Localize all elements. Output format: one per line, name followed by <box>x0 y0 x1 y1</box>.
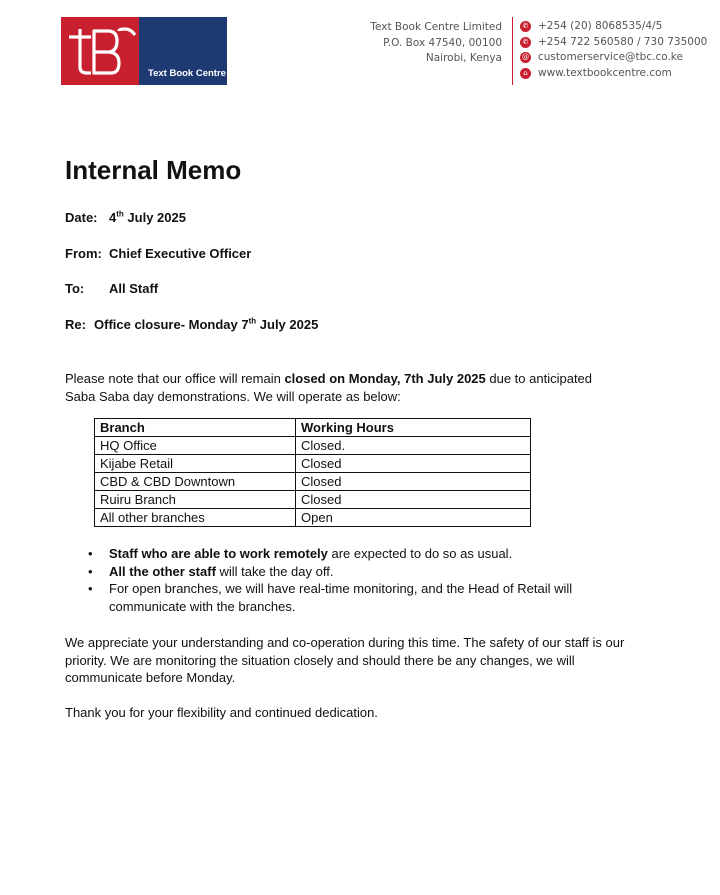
memo-date <box>65 210 186 225</box>
branch-cell: HQ Office <box>95 437 296 455</box>
company-name: Text Book Centre Limited <box>370 21 502 33</box>
company-city: Nairobi, Kenya <box>425 52 502 64</box>
memo-title: Internal Memo <box>65 155 242 185</box>
date-day: 4 <box>109 210 117 225</box>
re-rest: July 2025 <box>256 317 319 332</box>
table-row <box>95 455 531 473</box>
header-working-hours: Working Hours <box>296 419 531 437</box>
cart-icon: ⌂ <box>520 68 531 79</box>
to-value: All Staff <box>109 281 159 296</box>
branch-cell: Kijabe Retail <box>95 455 296 473</box>
company-address <box>370 20 502 67</box>
re-value: Office closure- Monday 7 <box>94 317 249 332</box>
table-row <box>95 437 531 455</box>
intro-paragraph: Please note that our office will remain closed on Monday, 7th July 2025 due to anticipated Saba Saba day demonstrations. We will operate as below: <box>65 371 593 404</box>
email-icon: @ <box>522 53 529 62</box>
list-item: • For open branches, we will have real-time monitoring, and the Head of Retail will communicate with the branches. <box>109 580 609 615</box>
brand-name: Text Book Centre <box>148 68 226 79</box>
branch-cell: CBD & CBD Downtown <box>95 473 296 491</box>
contact-email[interactable]: @ customerservice@tbc.co.ke <box>522 51 683 63</box>
company-po-box: P.O. Box 47540, 00100 <box>383 36 502 49</box>
table-row <box>95 509 531 527</box>
memo-subject <box>65 317 318 332</box>
working-hours-table <box>94 418 531 527</box>
phone-icon: ✆ <box>520 21 531 32</box>
list-item: • All the other staff will take the day off. <box>109 563 609 581</box>
thanks-paragraph: Thank you for your flexibility and continued dedication. <box>65 705 378 720</box>
logo-banner <box>139 17 227 85</box>
header-branch: Branch <box>95 419 296 437</box>
memo-from <box>65 246 251 261</box>
contact-phone-2: ✆ +254 722 560580 / 730 735000 <box>520 35 707 51</box>
re-label: Re: <box>65 317 86 332</box>
branch-cell: Ruiru Branch <box>95 491 296 509</box>
hours-cell: Closed. <box>296 437 531 455</box>
table-header-row <box>95 419 531 437</box>
hours-cell: Open <box>296 509 531 527</box>
to-label: To: <box>65 281 85 296</box>
date-rest: July 2025 <box>123 210 186 225</box>
from-value: Chief Executive Officer <box>109 246 252 261</box>
from-label: From: <box>65 246 102 261</box>
letterhead-divider <box>512 17 513 85</box>
hours-cell: Closed <box>296 473 531 491</box>
phone-icon: ✆ <box>520 37 531 48</box>
table-row <box>95 491 531 509</box>
memo-to <box>65 281 158 296</box>
contact-info <box>520 19 707 81</box>
company-logo <box>61 17 227 85</box>
closing-paragraph: We appreciate your understanding and co-operation during this time. The safety of our staff is our priority. We are monitoring the situation closely and should there be any changes, we will communicate before Monday. <box>65 635 625 685</box>
date-suffix: th <box>116 209 124 219</box>
date-label: Date: <box>65 210 98 225</box>
list-item: • Staff who are able to work remotely are expected to do so as usual. <box>109 545 609 563</box>
contact-phone-1: ✆ +254 (20) 8068535/4/5 <box>520 19 707 35</box>
hours-cell: Closed <box>296 455 531 473</box>
branch-cell: All other branches <box>95 509 296 527</box>
intro-emphasis: closed on Monday, 7th July 2025 <box>284 371 486 386</box>
instructions-list <box>109 545 609 615</box>
logo-mark <box>61 17 139 85</box>
table-row <box>95 473 531 491</box>
hours-cell: Closed <box>296 491 531 509</box>
re-suffix: th <box>248 316 257 326</box>
contact-website[interactable]: ⌂ www.textbookcentre.com <box>520 66 707 82</box>
tbc-logo-icon <box>61 17 139 85</box>
